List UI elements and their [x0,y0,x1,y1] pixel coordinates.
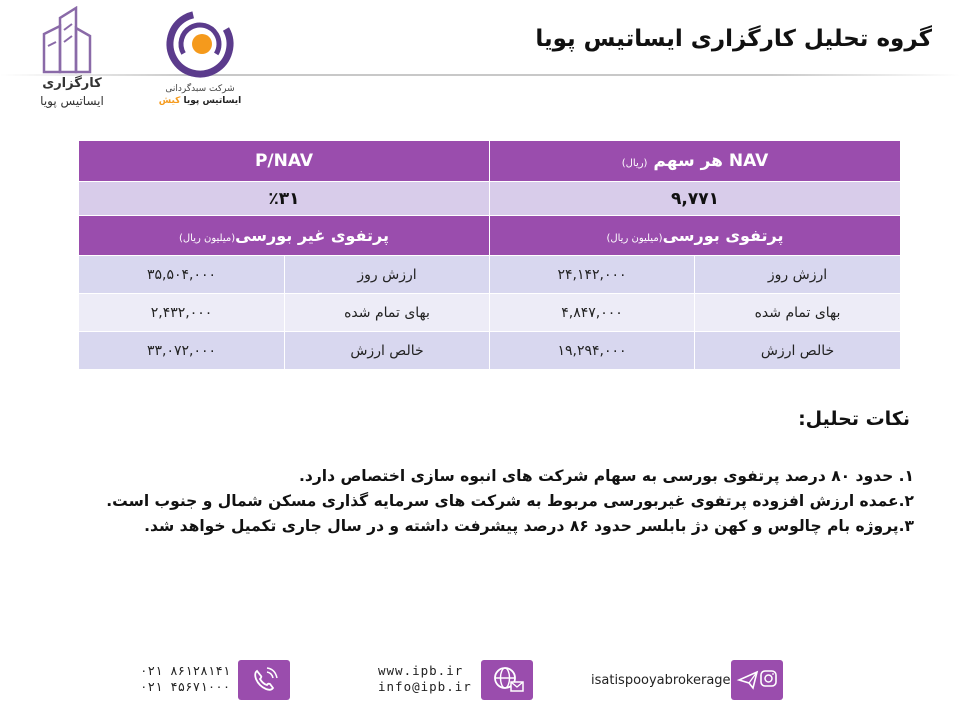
listed-portfolio-label: پرتفوی بورسی [662,226,784,245]
listed-value: ۲۴,۱۴۲,۰۰۰ [490,256,695,294]
globe-mail-icon[interactable] [481,660,533,700]
nav-value-row [79,182,901,216]
page-header [0,0,960,112]
row-label: ارزش روز [695,256,901,294]
row-label: بهای تمام شده [285,294,490,332]
nav-header-row [79,141,901,182]
portfolio-header-row [79,216,901,256]
web-contacts [378,663,472,695]
contact-footer [0,654,960,706]
row-label: خالص ارزش [695,332,901,370]
row-label: ارزش روز [285,256,490,294]
nav-header-label: NAV هر سهم [653,151,769,171]
nav-table [78,140,901,370]
nav-unit: (ریال) [621,158,648,169]
header-divider [0,74,960,76]
brokerage-logo-subtext: ایساتیس پویا [40,94,104,108]
note-item: ۲.عمده ارزش افزوده پرتفوی غیربورسی مربوط به شرکت های سرمایه گذاری مسکن شمال و جنوب است. [106,492,914,510]
investment-logo-name: ایساتیس پویا [183,96,242,106]
notes-title: نکات تحلیل: [798,408,910,430]
table-row [79,256,901,294]
unlisted-portfolio-label: پرتفوی غیر بورسی [235,226,390,245]
brokerage-logo-text: کارگزاری [42,76,102,91]
unlisted-portfolio-unit: (میلیون ریال) [178,233,236,244]
listed-value: ۱۹,۲۹۴,۰۰۰ [490,332,695,370]
phone-numbers [140,663,230,695]
circle-logo-icon [164,8,236,80]
phone-number-1[interactable]: ۰۲۱ ۸۶۱۲۸۱۴۱ [140,663,231,678]
nav-value-cell: ۹,۷۷۱ [490,182,901,216]
listed-portfolio-header [490,216,901,256]
row-label: خالص ارزش [285,332,490,370]
investment-company-logo [150,8,250,112]
phone-number-2[interactable]: ۰۲۱ ۴۵۶۷۱۰۰۰ [140,679,231,694]
unlisted-value: ۳۵,۵۰۴,۰۰۰ [79,256,285,294]
telegram-instagram-icon[interactable] [731,660,783,700]
investment-logo-subtext [150,96,250,106]
notes-list [34,464,914,539]
listed-portfolio-unit: (میلیون ریال) [606,233,663,244]
investment-logo-text: شرکت سبدگردانی [165,84,235,94]
email-link[interactable]: info@ipb.ir [378,679,472,694]
unlisted-portfolio-header [79,216,490,256]
listed-value: ۴,۸۴۷,۰۰۰ [490,294,695,332]
unlisted-value: ۳۳,۰۷۲,۰۰۰ [79,332,285,370]
unlisted-value: ۲,۴۳۲,۰۰۰ [79,294,285,332]
website-link[interactable]: www.ipb.ir [378,663,464,678]
note-item: ۳.پروژه بام چالوس و کهن دژ بابلسر حدود ۸۶ درصد پیشرفت داشته و در سال جاری تکمیل خواهد شد. [144,517,914,535]
row-label: بهای تمام شده [695,294,901,332]
nav-header-cell [490,141,901,182]
pnav-header-cell: P/NAV [79,141,490,182]
building-logo-icon [40,6,94,76]
table-row [79,332,901,370]
brokerage-logo [14,6,124,110]
social-handle[interactable]: isatispooyabrokerage [591,673,731,688]
pnav-value-cell: ٪۳۱ [79,182,490,216]
phone-icon[interactable] [238,660,290,700]
note-item: ۱. حدود ۸۰ درصد پرتفوی بورسی به سهام شرکت های انبوه سازی اختصاص دارد. [299,467,914,485]
investment-logo-kish: کیش [158,96,181,106]
page-title: گروه تحلیل کارگزاری ایساتیس پویا [535,26,932,52]
table-row [79,294,901,332]
